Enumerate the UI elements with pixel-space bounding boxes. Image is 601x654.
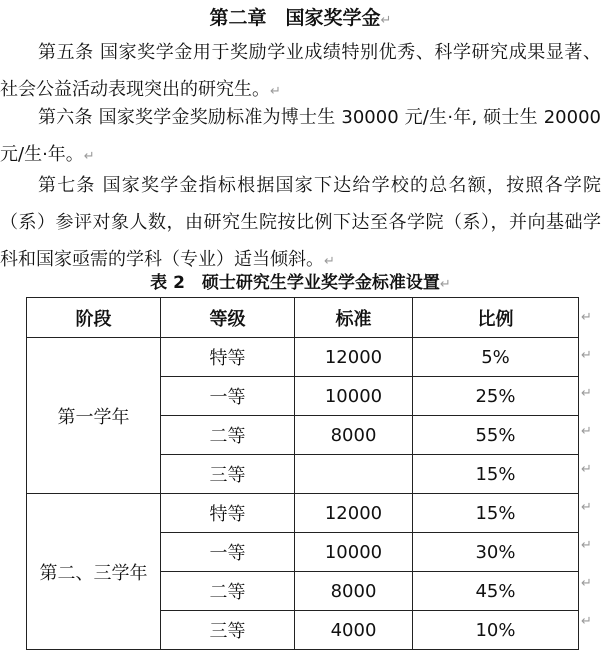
- ratio-cell: 55%: [413, 416, 579, 455]
- level-cell: 二等: [161, 572, 295, 611]
- level-cell: 三等: [161, 455, 295, 494]
- amount-cell: 8000: [295, 572, 413, 611]
- stage-cell: 第二、三学年: [27, 494, 161, 650]
- amount-cell: 10000: [295, 533, 413, 572]
- article-5-paragraph: 第五条 国家奖学金用于奖励学业成绩特别优秀、科学研究成果显著、社会公益活动表现突出的研究生。↵: [0, 42, 601, 100]
- ratio-cell: 10%: [413, 611, 579, 650]
- stage-cell: 第一学年: [27, 338, 161, 494]
- row-end-mark: ↵: [581, 500, 592, 515]
- ratio-cell: 5%: [413, 338, 579, 377]
- row-end-mark: ↵: [581, 538, 592, 553]
- amount-cell: 4000: [295, 611, 413, 650]
- header-level: 等级: [161, 298, 295, 338]
- header-amount: 标准: [295, 298, 413, 338]
- amount-cell: 12000: [295, 494, 413, 533]
- level-cell: 一等: [161, 533, 295, 572]
- article-6-paragraph: 第六条 国家奖学金奖励标准为博士生 30000 元/生·年, 硕士生 20000 元/生·年。↵: [0, 107, 601, 165]
- table-row: [27, 338, 579, 377]
- amount-cell: [295, 455, 413, 494]
- paragraph-mark: ↵: [380, 13, 392, 28]
- amount-cell: 10000: [295, 377, 413, 416]
- ratio-cell: 15%: [413, 455, 579, 494]
- row-end-mark: ↵: [581, 348, 592, 363]
- header-ratio: 比例: [413, 298, 579, 338]
- paragraph-mark: ↵: [83, 149, 95, 164]
- header-stage: 阶段: [27, 298, 161, 338]
- ratio-cell: 30%: [413, 533, 579, 572]
- level-cell: 二等: [161, 416, 295, 455]
- paragraph-mark: ↵: [439, 277, 451, 292]
- ratio-cell: 15%: [413, 494, 579, 533]
- table-caption: 表 2 硕士研究生学业奖学金标准设置↵: [150, 273, 451, 293]
- paragraph-mark: ↵: [270, 84, 281, 99]
- table-header-row: [27, 298, 579, 338]
- paragraph-mark: ↵: [324, 254, 335, 269]
- chapter-title: 第二章 国家奖学金↵: [209, 7, 392, 29]
- row-end-mark: ↵: [581, 310, 592, 325]
- level-cell: 特等: [161, 338, 295, 377]
- row-end-mark: ↵: [581, 462, 592, 477]
- amount-cell: 12000: [295, 338, 413, 377]
- amount-cell: 8000: [295, 416, 413, 455]
- level-cell: 一等: [161, 377, 295, 416]
- scholarship-standard-table: [26, 297, 579, 650]
- row-end-mark: ↵: [581, 386, 592, 401]
- level-cell: 特等: [161, 494, 295, 533]
- level-cell: 三等: [161, 611, 295, 650]
- ratio-cell: 25%: [413, 377, 579, 416]
- row-end-mark: ↵: [581, 424, 592, 439]
- table-row: [27, 494, 579, 533]
- ratio-cell: 45%: [413, 572, 579, 611]
- row-end-mark: ↵: [581, 614, 592, 629]
- article-7-paragraph: 第七条 国家奖学金指标根据国家下达给学校的总名额，按照各学院（系）参评对象人数，由研究生院按比例下达至各学院（系），并向基础学科和国家亟需的学科（专业）适当倾斜。↵: [0, 175, 601, 270]
- row-end-mark: ↵: [581, 576, 592, 591]
